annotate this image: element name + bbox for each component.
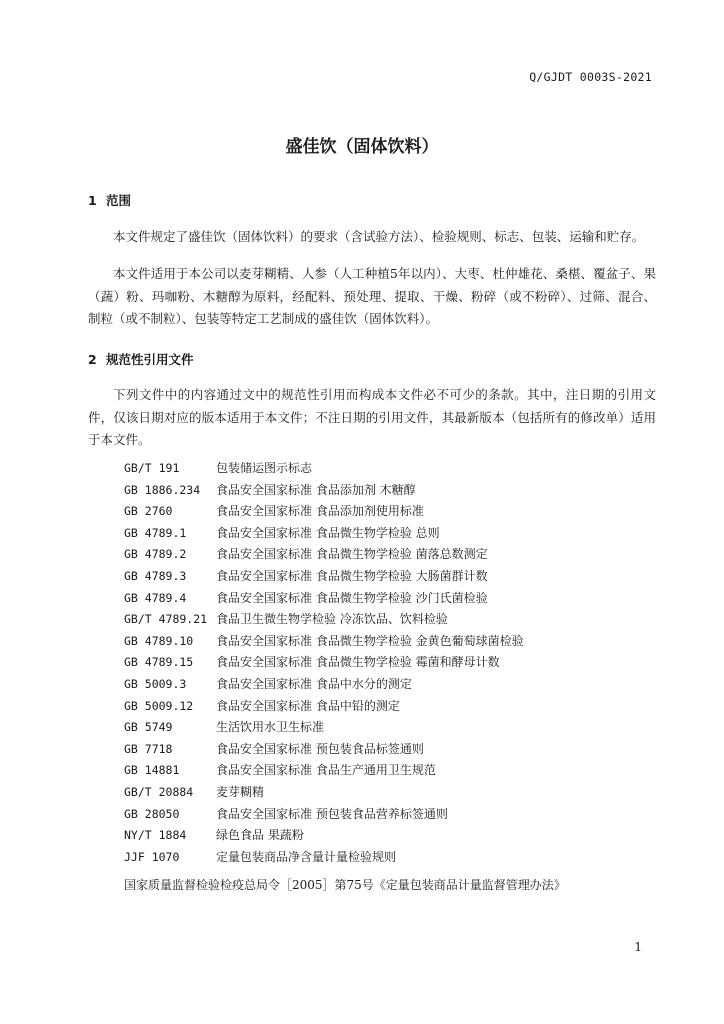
reference-item (124, 480, 524, 502)
reference-code: GB/T 4789.21 (124, 612, 208, 627)
page-number: 1 (634, 940, 642, 954)
reference-title: 食品安全国家标准 食品微生物学检验 霉菌和酵母计数 (216, 655, 500, 670)
reference-code: GB 7718 (124, 741, 173, 756)
reference-title: 绿色食品 果蔬粉 (216, 828, 304, 843)
reference-item (124, 696, 524, 718)
reference-code: GB 4789.3 (124, 568, 187, 583)
reference-title: 食品安全国家标准 预包装食品营养标签通则 (216, 806, 448, 821)
reference-title: 食品安全国家标准 食品生产通用卫生规范 (216, 763, 436, 778)
reference-title: 定量包装商品净含量计量检验规则 (216, 849, 397, 864)
reference-item (124, 782, 524, 804)
reference-item (124, 588, 524, 610)
reference-item (124, 566, 524, 588)
reference-item (124, 609, 524, 631)
reference-code: GB/T 20884 (124, 784, 194, 799)
reference-code: GB 5009.12 (124, 698, 194, 713)
reference-item (124, 825, 524, 847)
reference-title: 麦芽糊精 (216, 784, 265, 799)
reference-title: 食品安全国家标准 食品中铅的测定 (216, 698, 400, 713)
reference-list (124, 458, 524, 868)
reference-title: 食品安全国家标准 食品微生物学检验 金黄色葡萄球菌检验 (216, 633, 524, 648)
section-number: 1 (88, 193, 97, 208)
reference-title: 包装储运图示标志 (216, 461, 313, 475)
reference-title: 食品卫生微生物学检验 冷冻饮品、饮料检验 (216, 612, 448, 627)
reference-code: GB/T 191 (124, 461, 180, 475)
reference-code: GB 1886.234 (124, 482, 201, 497)
reference-code: GB 4789.2 (124, 547, 187, 562)
section-1-heading (88, 191, 131, 209)
reference-item (124, 674, 524, 696)
reference-item (124, 501, 524, 523)
reference-code: GB 4789.1 (124, 525, 187, 540)
reference-title: 食品安全国家标准 食品微生物学检验 总则 (216, 525, 440, 540)
reference-item (124, 847, 524, 869)
reference-code: GB 5749 (124, 720, 173, 735)
reference-code: NY/T 1884 (124, 828, 187, 843)
references-intro: 下列文件中的内容通过文中的规范性引用而构成本文件必不可少的条款。其中，注日期的引用文件，仅该日期对应的版本适用于本文件；不注日期的引用文件，其最新版本（包括所有的修改单）适用于本文件。 (88, 387, 656, 447)
reference-code: GB 14881 (124, 763, 180, 778)
reference-title: 生活饮用水卫生标准 (216, 720, 325, 735)
scope-paragraph-1: 本文件规定了盛佳饮（固体饮料）的要求（含试验方法）、检验规则、标志、包装、运输和贮存。 (113, 229, 645, 244)
reference-title: 食品安全国家标准 食品微生物学检验 菌落总数测定 (216, 547, 488, 562)
reference-item (124, 631, 524, 653)
reference-title: 食品安全国家标准 食品微生物学检验 沙门氏菌检验 (216, 590, 488, 605)
reference-item (124, 652, 524, 674)
reference-item (124, 739, 524, 761)
document-code: Q/GJDT 0003S-2021 (529, 70, 652, 84)
decree-reference: 国家质量监督检验检疫总局令［2005］第75号《定量包装商品计量监督管理办法》 (124, 878, 566, 892)
reference-title: 食品安全国家标准 预包装食品标签通则 (216, 741, 424, 756)
reference-code: JJF 1070 (124, 849, 180, 864)
reference-code: GB 4789.15 (124, 655, 194, 670)
reference-code: GB 5009.3 (124, 676, 187, 691)
document-title: 盛佳饮（固体饮料） (285, 137, 439, 157)
reference-item (124, 523, 524, 545)
reference-title: 食品安全国家标准 食品添加剂使用标准 (216, 504, 424, 519)
reference-item (124, 458, 524, 480)
reference-item (124, 544, 524, 566)
reference-code: GB 2760 (124, 504, 173, 519)
section-title: 规范性引用文件 (106, 352, 194, 367)
reference-code: GB 4789.4 (124, 590, 187, 605)
reference-code: GB 4789.10 (124, 633, 194, 648)
section-number: 2 (88, 352, 97, 367)
reference-item (124, 717, 524, 739)
reference-title: 食品安全国家标准 食品微生物学检验 大肠菌群计数 (216, 568, 488, 583)
reference-title: 食品安全国家标准 食品中水分的测定 (216, 676, 412, 691)
reference-item (124, 804, 524, 826)
section-2-heading (88, 350, 194, 368)
reference-code: GB 28050 (124, 806, 180, 821)
section-title: 范围 (106, 193, 132, 208)
reference-item (124, 760, 524, 782)
reference-title: 食品安全国家标准 食品添加剂 木糖醇 (216, 482, 416, 497)
scope-paragraph-2: 本文件适用于本公司以麦芽糊精、人参（人工种植5年以内）、大枣、杜仲雄花、桑椹、覆盆子、果（蔬）粉、玛咖粉、木糖醇为原料，经配料、预处理、提取、干燥、粉碎（或不粉碎）、过筛、混合、制粒（或不制粒）、包装等特定工艺制成的盛佳饮（固体饮料）。 (88, 266, 656, 326)
